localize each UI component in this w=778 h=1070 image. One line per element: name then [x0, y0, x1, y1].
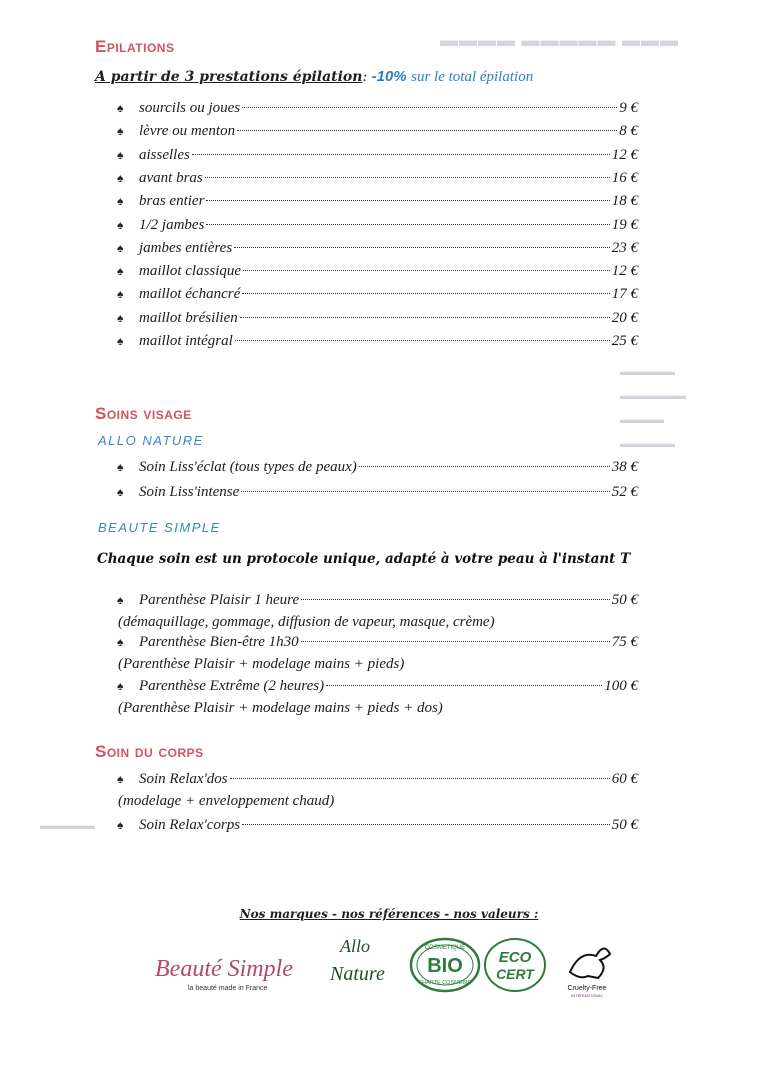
- show-through-text: ▬▬▬▬ ▬▬▬▬▬ ▬▬▬: [440, 30, 679, 50]
- dot-leader: [241, 491, 609, 492]
- ecocert-logo: [485, 939, 545, 991]
- dot-leader: [326, 685, 602, 686]
- spade-icon: ♠: [117, 194, 124, 209]
- promo-line: [95, 68, 533, 86]
- service-price: 12 €: [611, 263, 638, 280]
- service-price: 100 €: [604, 678, 638, 694]
- service-label: lèvre ou menton: [139, 123, 236, 140]
- service-price: 9 €: [619, 100, 638, 116]
- service-label: maillot brésilien: [139, 309, 238, 326]
- service-label: Soin Relax'dos: [139, 771, 228, 787]
- dot-leader: [234, 247, 610, 248]
- spade-icon: ♠: [117, 101, 124, 115]
- service-price: 38 €: [611, 459, 638, 475]
- cruelty-free-logo-sub: INTERNATIONAL: [571, 993, 603, 998]
- rabbit-icon: [570, 948, 610, 978]
- service-label: Parenthèse Bien-être 1h30: [139, 634, 299, 650]
- price-row: [117, 771, 638, 788]
- service-price: 52 €: [611, 484, 638, 500]
- service-detail: (démaquillage, gommage, diffusion de vapeur, masque, crème): [118, 614, 495, 630]
- price-row: [117, 333, 638, 350]
- dot-leader: [235, 340, 610, 341]
- service-label: maillot échancré: [139, 286, 241, 303]
- price-row: [117, 263, 638, 280]
- spade-icon: ♠: [117, 170, 124, 185]
- service-price: 25 €: [611, 333, 638, 349]
- service-label: sourcils ou joues: [139, 100, 241, 116]
- service-price: 20 €: [611, 309, 638, 326]
- price-row: [117, 193, 638, 210]
- price-row: [117, 100, 638, 117]
- service-label: Soin Liss'éclat (tous types de peaux): [139, 459, 357, 475]
- spade-icon: ♠: [117, 264, 124, 279]
- spade-icon: ♠: [117, 593, 124, 607]
- dot-leader: [206, 200, 609, 201]
- service-label: avant bras: [139, 169, 203, 186]
- price-row: [117, 147, 638, 164]
- spade-icon: ♠: [117, 310, 124, 325]
- spade-icon: ♠: [117, 334, 124, 348]
- dot-leader: [242, 824, 610, 825]
- price-row: [117, 310, 638, 327]
- service-detail: (modelage + enveloppement chaud): [118, 793, 335, 809]
- cosmebio-logo-main: BIO: [427, 955, 463, 977]
- promo-colon: :: [362, 69, 368, 85]
- beaute-simple-logo-sub: la beauté made in France: [188, 985, 268, 992]
- service-label: aisselles: [139, 146, 190, 163]
- show-through-text: ▬▬▬▬▬: [40, 820, 95, 832]
- spade-icon: ♠: [117, 635, 124, 649]
- spade-icon: ♠: [117, 147, 124, 162]
- dot-leader: [242, 107, 617, 108]
- service-price: 75 €: [611, 634, 638, 650]
- dot-leader: [301, 641, 610, 642]
- price-row: [117, 634, 638, 651]
- dot-leader: [230, 778, 610, 779]
- section-title-epilations: Epilations: [95, 37, 175, 56]
- brand-logos: [150, 932, 670, 1002]
- price-row: [117, 217, 638, 234]
- service-price: 17 €: [611, 286, 638, 303]
- service-detail: (Parenthèse Plaisir + modelage mains + pieds + dos): [118, 700, 443, 716]
- spade-icon: ♠: [117, 240, 124, 255]
- dot-leader: [359, 466, 610, 467]
- spade-icon: ♠: [117, 485, 124, 499]
- dot-leader: [192, 154, 610, 155]
- service-label: jambes entières: [139, 239, 233, 256]
- dot-leader: [237, 130, 617, 131]
- price-row: [117, 170, 638, 187]
- price-row: [117, 678, 638, 695]
- spade-icon: ♠: [117, 772, 124, 786]
- cosmebio-logo: [411, 939, 479, 991]
- service-label: maillot intégral: [139, 333, 233, 349]
- show-through-text: ▬▬▬▬▬ ▬▬▬▬▬▬ ▬▬▬▬ ▬▬▬▬▬: [620, 366, 686, 450]
- beaute-simple-logo: [155, 956, 293, 992]
- dot-leader: [242, 293, 610, 294]
- service-price: 18 €: [611, 193, 638, 210]
- brand-beaute-simple: BEAUTE SIMPLE: [98, 520, 221, 535]
- dot-leader: [301, 599, 610, 600]
- promo-rest: sur le total épilation: [411, 69, 534, 85]
- service-label: Soin Relax'corps: [139, 817, 241, 833]
- brand-allo-nature: ALLO NATURE: [98, 433, 204, 448]
- price-row: [117, 286, 638, 303]
- price-row: [117, 592, 638, 609]
- promo-lead: A partir de 3 prestations épilation: [95, 69, 363, 85]
- price-row: [117, 123, 638, 140]
- service-price: 60 €: [611, 771, 638, 787]
- service-label: Soin Liss'intense: [139, 484, 240, 500]
- service-label: 1/2 jambes: [139, 216, 205, 233]
- price-row: [117, 240, 638, 257]
- dot-leader: [240, 317, 610, 318]
- price-row: [117, 817, 638, 834]
- spade-icon: ♠: [117, 818, 124, 832]
- service-price: 23 €: [611, 239, 638, 256]
- service-detail: (Parenthèse Plaisir + modelage mains + pieds): [118, 656, 405, 672]
- allo-nature-logo: [329, 936, 385, 985]
- spade-icon: ♠: [117, 124, 124, 139]
- cosmebio-logo-top: COSMETIQUE: [424, 945, 466, 951]
- section-title-soin-corps: Soin du corps: [95, 742, 204, 761]
- service-label: Parenthèse Extrême (2 heures): [139, 678, 325, 694]
- spade-icon: ♠: [117, 679, 124, 693]
- service-price: 8 €: [619, 123, 638, 140]
- section-title-soins-visage: Soins visage: [95, 404, 192, 423]
- ecocert-logo-top: ECO: [498, 949, 532, 966]
- cruelty-free-logo: [568, 948, 610, 998]
- brands-heading: Nos marques - nos références - nos valeurs :: [239, 907, 539, 921]
- allo-nature-logo-top: Allo: [340, 936, 370, 956]
- spade-icon: ♠: [117, 460, 124, 474]
- dot-leader: [243, 270, 610, 271]
- beaute-simple-tagline: Chaque soin est un protocole unique, adapté à votre peau à l'instant T: [97, 551, 631, 567]
- service-label: Parenthèse Plaisir 1 heure: [139, 592, 300, 608]
- price-row: [117, 459, 638, 476]
- ecocert-logo-bottom: CERT: [496, 966, 534, 982]
- service-price: 50 €: [611, 592, 638, 608]
- spade-icon: ♠: [117, 217, 124, 232]
- service-price: 50 €: [611, 817, 638, 833]
- price-row: [117, 484, 638, 501]
- cruelty-free-logo-text: Cruelty-Free: [567, 985, 607, 992]
- service-price: 19 €: [611, 216, 638, 233]
- promo-discount: -10%: [371, 68, 407, 85]
- dot-leader: [206, 224, 609, 225]
- service-price: 16 €: [611, 169, 638, 186]
- service-price: 12 €: [611, 146, 638, 163]
- cosmebio-logo-bottom: CHARTE COSMEBIO: [418, 980, 472, 986]
- dot-leader: [205, 177, 610, 178]
- service-label: bras entier: [139, 193, 205, 210]
- allo-nature-logo-bottom: Nature: [330, 963, 385, 985]
- service-label: maillot classique: [139, 263, 242, 280]
- beaute-simple-logo-text: Beauté Simple: [155, 956, 293, 982]
- spade-icon: ♠: [117, 287, 124, 302]
